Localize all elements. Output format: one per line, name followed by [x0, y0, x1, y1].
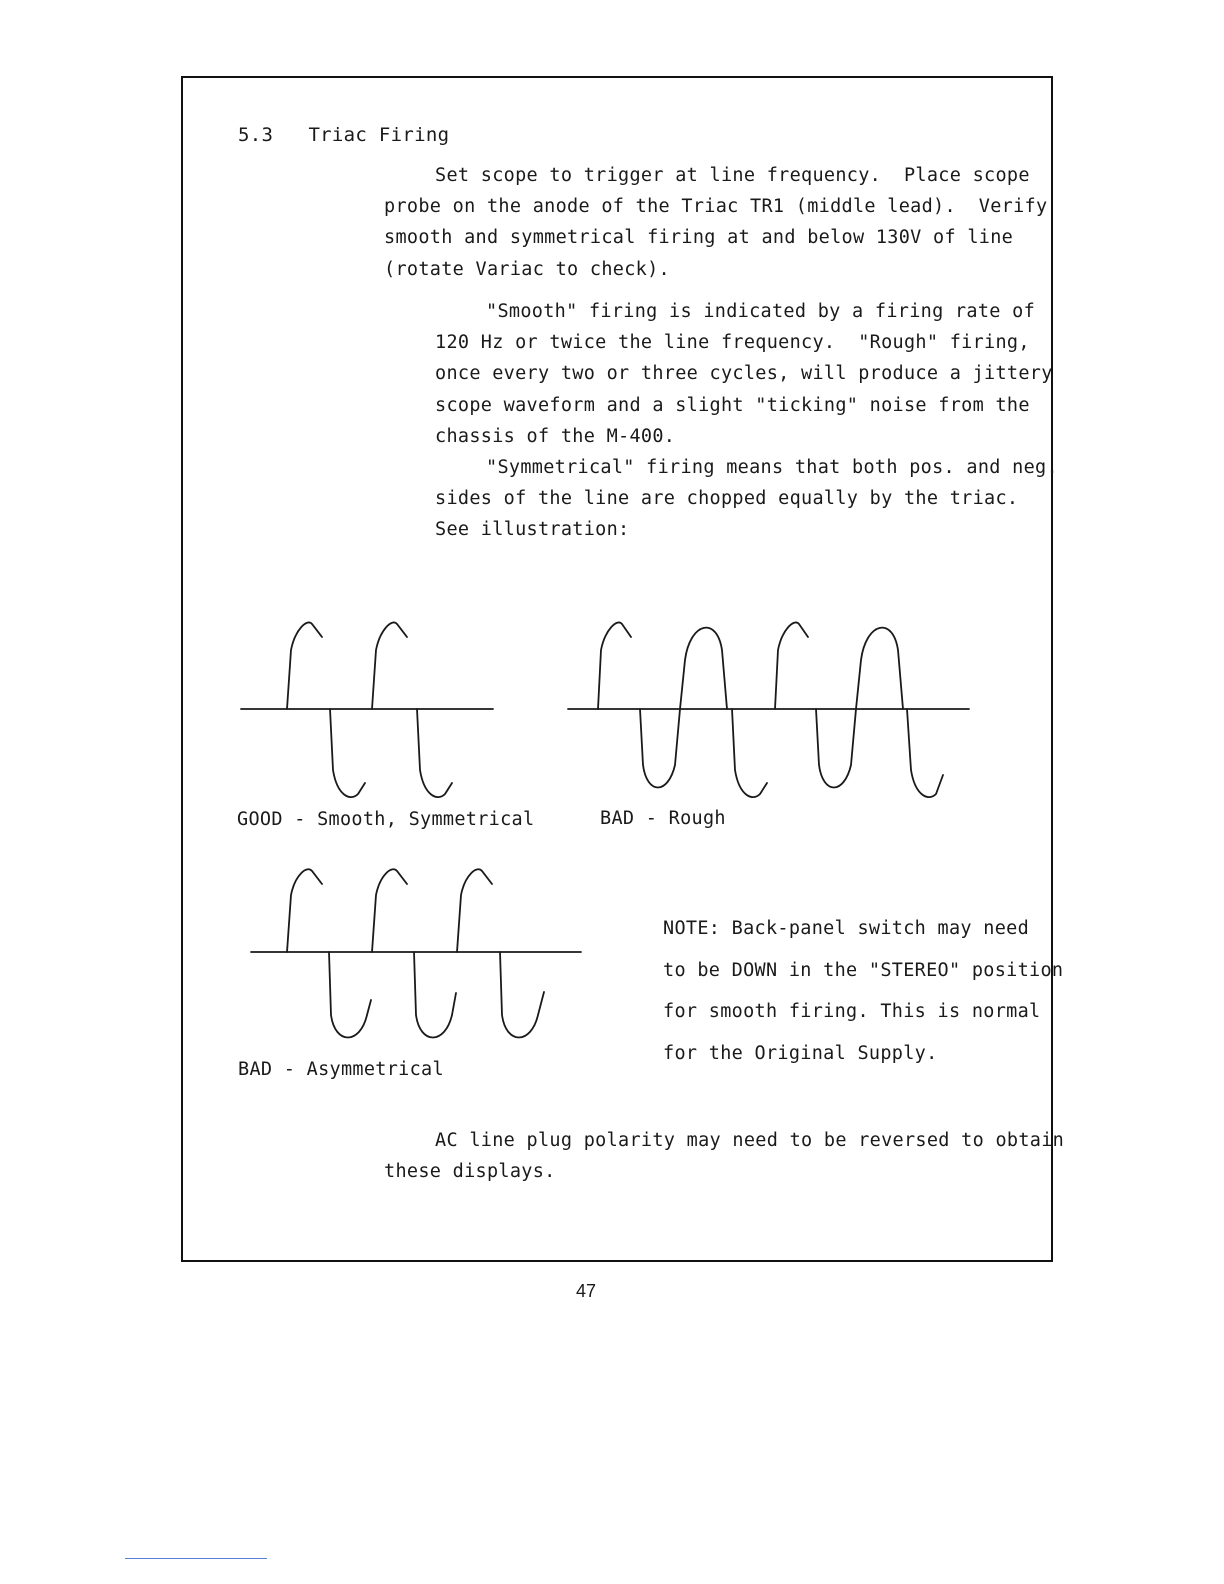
asym-pos-pulse	[372, 869, 407, 952]
caption-rough: BAD - Rough	[600, 808, 726, 829]
symmetrical-line: "Symmetrical" firing means that both pos. and neg.	[486, 457, 1058, 479]
caption-asymmetrical: BAD - Asymmetrical	[238, 1059, 444, 1080]
caption-good: GOOD - Smooth, Symmetrical	[237, 809, 535, 830]
intro-line: probe on the anode of the Triac TR1 (middle lead). Verify	[384, 196, 1048, 218]
good-pos-pulse	[372, 622, 407, 709]
intro-line: (rotate Variac to check).	[384, 258, 670, 280]
good-pos-pulse	[287, 622, 322, 709]
rough-pos-pulse	[775, 622, 808, 709]
note-line: for the Original Supply.	[663, 1042, 938, 1064]
section-heading: 5.3 Triac Firing	[238, 124, 450, 146]
rough-pos-pulse	[598, 622, 631, 709]
polarity-line: these displays.	[384, 1161, 556, 1183]
asym-waveform	[251, 869, 581, 1037]
rough-neg-pulse	[907, 709, 943, 797]
smooth-line: "Smooth" firing is indicated by a firing rate of	[486, 301, 1036, 322]
intro-line: Set scope to trigger at line frequency. Place scope	[435, 165, 1030, 186]
asym-neg-pulse	[329, 952, 371, 1038]
asym-neg-pulse	[414, 952, 456, 1038]
symmetrical-line: sides of the line are chopped equally by the triac.	[435, 488, 1019, 510]
good-neg-pulse	[417, 709, 452, 797]
polarity-line: AC line plug polarity may need to be reversed to obtain	[435, 1130, 1065, 1151]
asym-pos-pulse	[457, 869, 492, 952]
note-line: to be DOWN in the "STEREO" position	[663, 959, 1064, 981]
good-waveform	[241, 622, 493, 797]
asym-neg-pulse	[500, 952, 544, 1038]
smooth-line: once every two or three cycles, will produce a jittery	[435, 363, 1053, 385]
polarity-paragraph	[384, 1125, 1064, 1187]
rough-full-cycle	[816, 628, 903, 788]
note-block	[663, 908, 1063, 1074]
rough-waveform	[568, 622, 969, 797]
symmetrical-line: See illustration:	[435, 519, 630, 541]
note-line: NOTE: Back-panel switch may need	[663, 918, 1030, 939]
asym-pos-pulse	[287, 869, 322, 952]
smooth-line: chassis of the M-400.	[435, 425, 676, 447]
smooth-line: 120 Hz or twice the line frequency. "Rough" firing,	[435, 332, 1030, 354]
bottom-rule	[125, 1558, 267, 1559]
note-line: for smooth firing. This is normal	[663, 1001, 1041, 1023]
intro-line: smooth and symmetrical firing at and below 130V of line	[384, 227, 1014, 249]
page-number: 47	[576, 1281, 597, 1301]
rough-full-cycle	[640, 628, 727, 788]
rough-neg-pulse	[732, 709, 767, 797]
smooth-line: scope waveform and a slight "ticking" noise from the	[435, 394, 1030, 416]
good-neg-pulse	[330, 709, 365, 797]
